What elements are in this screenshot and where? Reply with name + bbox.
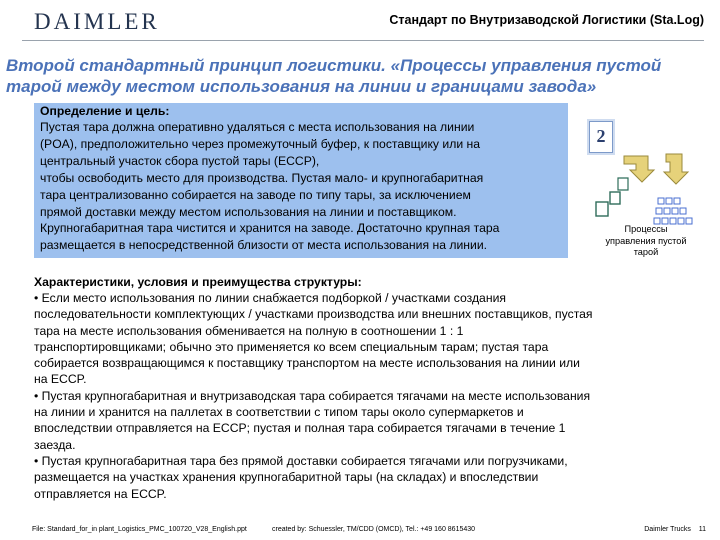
down-arrow-icon <box>664 154 688 184</box>
characteristics-line: собирается возвращающимся к поставщику транспортом на месте использования на линии или <box>34 356 580 371</box>
slide-title: Второй стандартный принцип логистики. «Процессы управления пустой тарой между местом использования на линии и границами завода» <box>6 56 662 96</box>
definition-line: прямой доставки между местом использования на линии и поставщиком. <box>40 204 457 219</box>
page-number: 11 <box>698 526 706 533</box>
process-diagram <box>584 118 708 260</box>
caption-line: Процессы <box>624 224 668 234</box>
characteristics-line: размещается на участках хранения крупногабаритной тары (на складах) и впоследствии <box>34 470 539 485</box>
characteristics-line: отправляется на ECCP. <box>34 486 167 501</box>
caption-line: тарой <box>633 247 659 257</box>
definition-line: Крупногабаритная тара чистится и хранится на заводе. Достаточно крупная тара <box>40 221 500 236</box>
definition-box <box>34 103 568 258</box>
process-number-badge: 2 <box>589 121 613 153</box>
footer-created-by: created by: Schuessler, TM/CDD (OMCD), Tel.: +49 160 8615430 <box>272 526 476 533</box>
footer <box>0 523 720 537</box>
characteristics-line: • Пустая крупногабаритная тара без прямой доставки собирается тягачами или погрузчиками, <box>34 453 568 468</box>
header-divider <box>22 40 704 41</box>
definition-line: тара централизованно собирается на заводе по типу тары, за исключением <box>40 187 471 202</box>
definition-line: центральный участок сбора пустой тары (ECCP), <box>40 153 320 168</box>
document-title: Стандарт по Внутризаводской Логистики (Sta.Log) <box>389 13 704 27</box>
characteristics-line: впоследствии отправляется на ECCP; пустая и полная тара собирается тягачами в течение 1 <box>34 421 566 436</box>
characteristics-heading: Характеристики, условия и преимущества структуры: <box>34 275 362 289</box>
footer-company: Daimler Trucks <box>644 526 691 533</box>
characteristics-line: на ECCP. <box>34 372 87 387</box>
characteristics-line: заезда. <box>34 437 76 452</box>
characteristics-line: последовательности комплектующих / участками производства или внешних поставщиков, пустая <box>34 307 593 322</box>
characteristics-line: на линии и хранится на паллетах в соответствии с типом тары около супермаркетов и <box>34 405 524 420</box>
characteristics-line: транспортировщиками; обычно это применяется ко всем специальным тарам; пустая тара <box>34 339 549 354</box>
definition-body <box>40 119 562 254</box>
definition-heading: Определение и цель: <box>40 104 170 118</box>
footer-company-page <box>644 526 706 533</box>
characteristics-line: тара на месте использования обменивается на полную в соотношении 1 : 1 <box>34 323 464 338</box>
definition-line: (POA), предположительно через промежуточный буфер, к поставщику или на <box>40 136 481 151</box>
diagram-caption <box>584 224 708 259</box>
definition-line: чтобы освободить место для производства. Пустая мало- и крупногабаритная <box>40 170 484 185</box>
empty-container-icon <box>584 118 708 228</box>
company-logo: DAIMLER <box>34 9 160 34</box>
definition-line: размещается в непосредственной близости от места использования на линии. <box>40 238 488 253</box>
footer-file: File: Standard_for_in plant_Logistics_PMC_100720_V28_English.ppt <box>32 526 247 533</box>
characteristics-line: • Пустая крупногабаритная и внутризаводская тара собирается тягачами на месте использования <box>34 388 591 403</box>
characteristics-line: • Если место использования по линии снабжается подборкой / участками создания <box>34 291 506 305</box>
caption-line: управления пустой <box>605 235 687 246</box>
characteristics-section <box>34 274 696 502</box>
definition-line: Пустая тара должна оперативно удаляться с места использования на линии <box>40 120 475 134</box>
